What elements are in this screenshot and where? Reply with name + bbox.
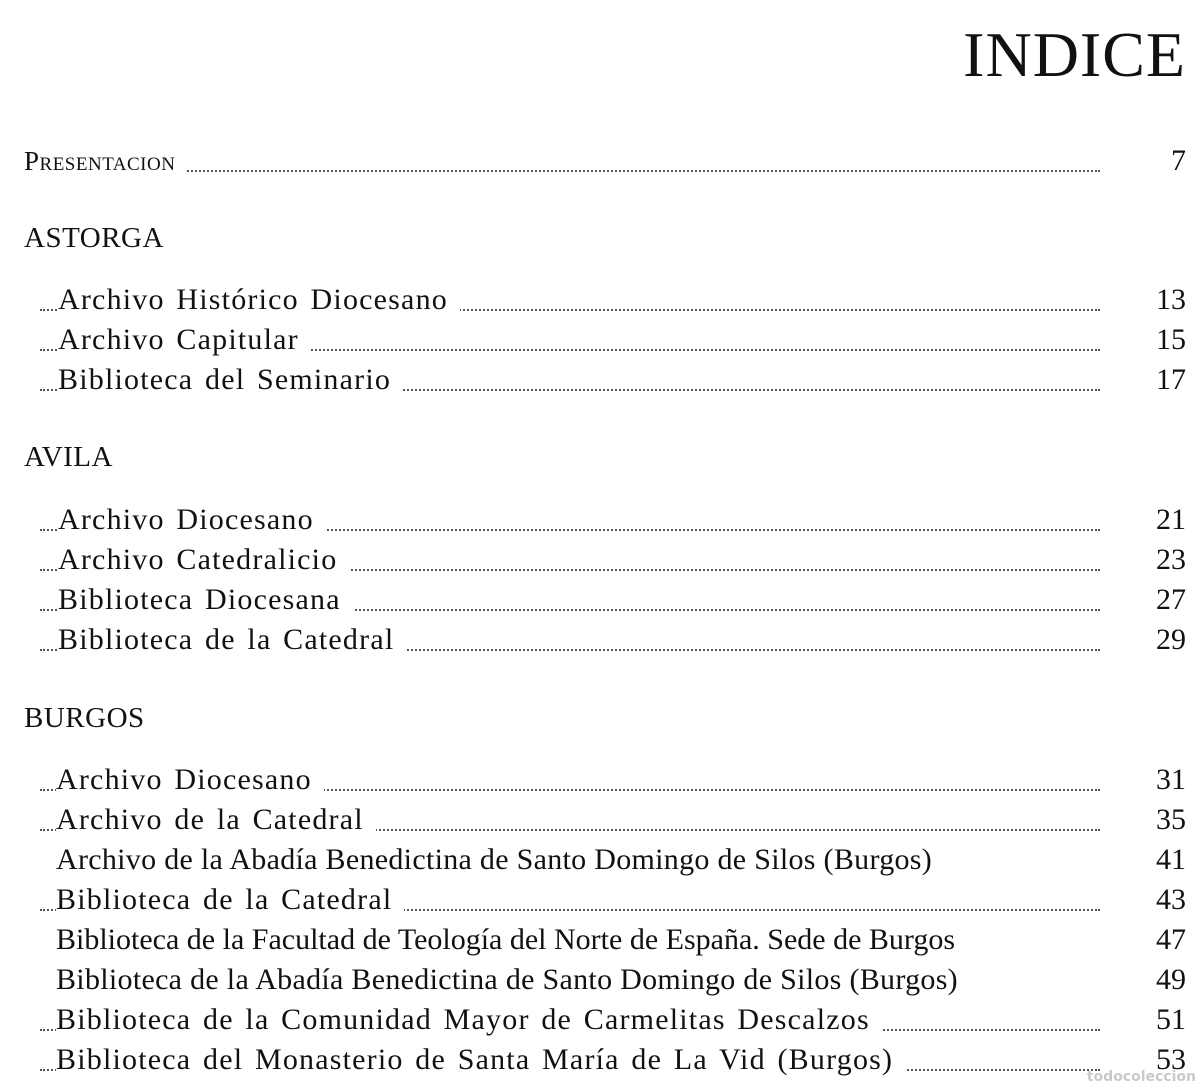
toc-page-number: 31 <box>1156 763 1186 796</box>
toc-entry-label: Archivo de la Abadía Benedictina de Santo Domingo de Silos (Burgos) <box>56 842 944 878</box>
toc-entry-label: Archivo Diocesano <box>58 502 326 538</box>
toc-entry <box>0 622 1200 658</box>
section-heading-astorga: ASTORGA <box>24 222 164 254</box>
toc-entry-label: Archivo Catedralicio <box>58 542 349 578</box>
watermark: todocoleccion <box>1086 1069 1196 1085</box>
toc-entry <box>0 1042 1200 1078</box>
toc-page-number: 15 <box>1156 323 1186 356</box>
toc-entry-label: Biblioteca de la Facultad de Teología del Norte de España. Sede de Burgos <box>56 922 967 958</box>
section-heading-burgos: BURGOS <box>24 702 145 734</box>
toc-entry-label: Biblioteca de la Catedral <box>58 622 406 658</box>
toc-entry-label: Biblioteca del Monasterio de Santa María de La Vid (Burgos) <box>56 1042 905 1078</box>
toc-entry <box>0 802 1200 838</box>
toc-entry <box>0 282 1200 318</box>
toc-page-number: 29 <box>1156 623 1186 656</box>
toc-entry <box>0 762 1200 798</box>
page-title: INDICE <box>963 19 1186 90</box>
toc-entry-label: Biblioteca de la Catedral <box>56 882 404 918</box>
dot-leader <box>40 170 1100 172</box>
toc-page-number: 7 <box>1171 144 1186 177</box>
toc-entry <box>0 962 1200 998</box>
toc-entry-label: Presentacion <box>24 143 187 179</box>
toc-entry-label: Archivo de la Catedral <box>56 802 376 838</box>
toc-page-number: 23 <box>1156 543 1186 576</box>
toc-entry-label: Archivo Capitular <box>58 322 311 358</box>
toc-entry-label: Biblioteca del Seminario <box>58 362 403 398</box>
toc-entry-label: Biblioteca de la Abadía Benedictina de Santo Domingo de Silos (Burgos) <box>56 962 970 998</box>
toc-page-number: 35 <box>1156 803 1186 836</box>
toc-page-number: 27 <box>1156 583 1186 616</box>
section-heading-avila: AVILA <box>24 441 113 473</box>
toc-page-number: 21 <box>1156 503 1186 536</box>
toc-entry <box>0 922 1200 958</box>
toc-entry <box>0 322 1200 358</box>
toc-entry <box>0 502 1200 538</box>
toc-entry <box>0 1002 1200 1038</box>
toc-entry <box>0 362 1200 398</box>
toc-page-number: 17 <box>1156 363 1186 396</box>
toc-entry <box>0 842 1200 878</box>
toc-entry-label: Biblioteca de la Comunidad Mayor de Carmelitas Descalzos <box>56 1002 882 1038</box>
toc-entry-label: Archivo Diocesano <box>56 762 324 798</box>
toc-page-number: 53 <box>1156 1043 1186 1076</box>
toc-page-number: 43 <box>1156 883 1186 916</box>
toc-page-number: 41 <box>1156 843 1186 876</box>
toc-entry <box>0 542 1200 578</box>
toc-page-number: 51 <box>1156 1003 1186 1036</box>
toc-page-number: 13 <box>1156 283 1186 316</box>
toc-entry-presentacion <box>0 143 1200 179</box>
toc-page-number: 49 <box>1156 963 1186 996</box>
toc-entry <box>0 882 1200 918</box>
toc-entry <box>0 582 1200 618</box>
toc-page-number: 47 <box>1156 923 1186 956</box>
toc-entry-label: Biblioteca Diocesana <box>58 582 353 618</box>
toc-entry-label: Archivo Histórico Diocesano <box>58 282 460 318</box>
